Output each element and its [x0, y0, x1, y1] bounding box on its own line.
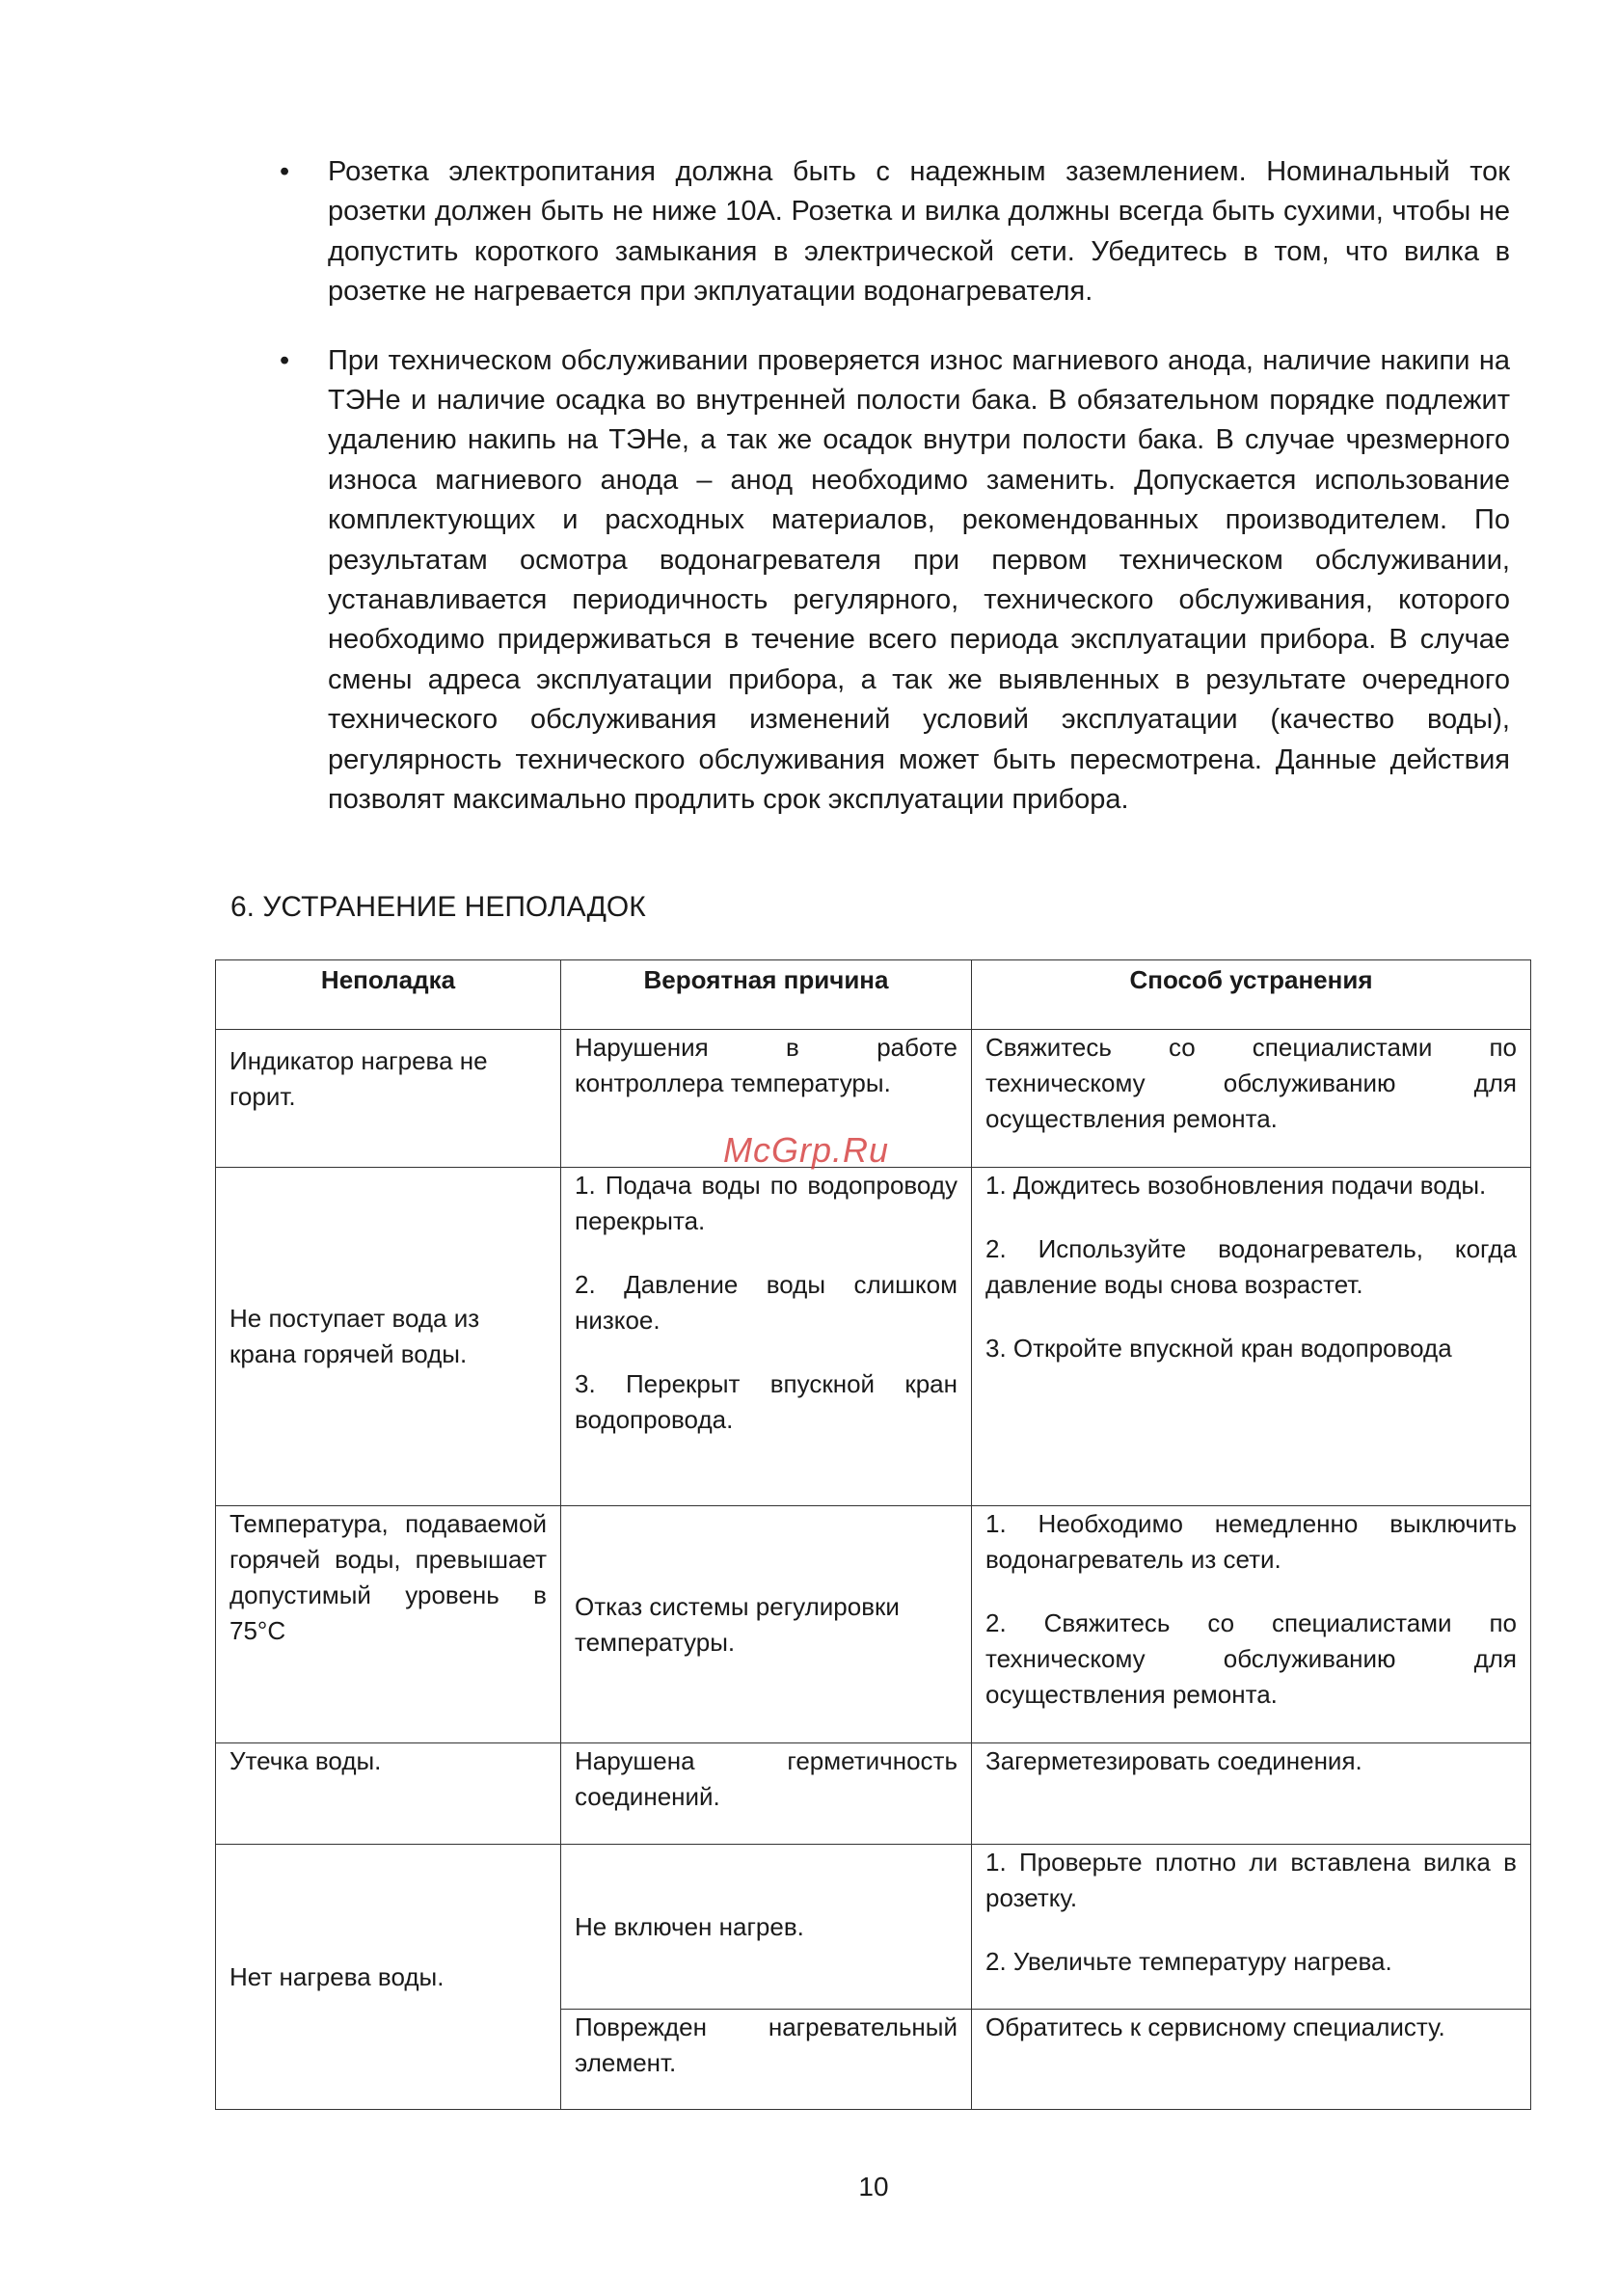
- bullet-text: При техническом обслуживании проверяется износ магниевого анода, наличие накипи на ТЭНе и наличие осадка во внутренней полости бака. В обязательном порядке подлежит удалению накипь на ТЭНе, а так же осадок внутри полости бака. В случае чрезмерного износа магниевого анода – анод необходимо заменить. Допускается использование комплектующих и расходных материалов, рекомендованных производителем. По результатам осмотра водонагревателя при первом техническом обслуживании, устанавливается периодичность регулярного, технического обслуживания, которого необходимо придерживаться в течение всего периода эксплуатации прибора. В случае смены адреса эксплуатации прибора, а так же выявленных в результате очередного технического обслуживания изменений условий эксплуатации (качество воды), регулярность технического обслуживания может быть пересмотрена. Данные действия позволят максимально продлить срок эксплуатации прибора.: [328, 344, 1510, 816]
- cause-cell: [561, 1506, 972, 1743]
- cause-text: Нарушена герметичность соединений.: [575, 1746, 957, 1811]
- page-number: 10: [858, 2172, 889, 2201]
- remedy-cell: [972, 1030, 1531, 1168]
- table-row: [216, 1506, 1531, 1743]
- remedy-text: Свяжитесь со специалистами по техническому обслуживанию для осуществления ремонта.: [985, 1033, 1517, 1133]
- remedy-text: 2. Увеличьте температуру нагрева.: [985, 1947, 1392, 1976]
- cause-cell: [561, 1168, 972, 1506]
- bullet-icon: •: [280, 344, 290, 376]
- remedy-text: 1. Дождитесь возобновления подачи воды.: [985, 1171, 1487, 1200]
- remedy-cell: [972, 2010, 1531, 2110]
- remedy-text: Обратитесь к сервисному специалисту.: [985, 2012, 1445, 2041]
- table-header-row: [216, 960, 1531, 1030]
- cause-text: 3. Перекрыт впускной кран водопровода.: [575, 1369, 957, 1434]
- table-row: [216, 1845, 1531, 2010]
- bullet-list: [280, 152, 1510, 850]
- fault-text: Нет нагрева воды.: [229, 1961, 445, 1991]
- cause-text: Отказ системы регулировки температуры.: [575, 1591, 900, 1657]
- fault-text: Утечка воды.: [229, 1746, 382, 1775]
- fault-text: Температура, подаваемой горячей воды, превышает допустимый уровень в 75°С: [229, 1509, 547, 1645]
- table-row: [216, 1168, 1531, 1506]
- remedy-text: Загерметезировать соединения.: [985, 1746, 1362, 1775]
- fault-text: Индикатор нагрева не горит.: [229, 1046, 488, 1111]
- cause-cell: [561, 1743, 972, 1845]
- fault-cell: [216, 1030, 561, 1168]
- remedy-cell: [972, 1845, 1531, 2010]
- cause-text: Поврежден нагревательный элемент.: [575, 2012, 957, 2077]
- bullet-item-grounding: [280, 152, 1510, 312]
- remedy-text: 1. Необходимо немедленно выключить водонагреватель из сети.: [985, 1509, 1517, 1574]
- cause-text: 1. Подача воды по водопроводу перекрыта.: [575, 1171, 957, 1235]
- cause-text: Нарушения в работе контроллера температуры.: [575, 1033, 957, 1097]
- fault-cell: [216, 1743, 561, 1845]
- cause-cell: [561, 1845, 972, 2010]
- cause-cell: [561, 2010, 972, 2110]
- fault-cell: [216, 1845, 561, 2110]
- remedy-cell: [972, 1506, 1531, 1743]
- remedy-text: 1. Проверьте плотно ли вставлена вилка в розетку.: [985, 1848, 1517, 1912]
- cause-text: 2. Давление воды слишком низкое.: [575, 1270, 957, 1335]
- watermark: McGrp.Ru: [723, 1130, 890, 1170]
- remedy-cell: [972, 1168, 1531, 1506]
- remedy-cell: [972, 1743, 1531, 1845]
- bullet-icon: •: [280, 156, 290, 187]
- header-fault: Неполадка: [216, 960, 561, 1030]
- header-cause: Вероятная причина: [561, 960, 972, 1030]
- bullet-text: Розетка электропитания должна быть с надежным заземлением. Номинальный ток розетки должен быть не ниже 10А. Розетка и вилка должны всегда быть сухими, чтобы не допустить короткого замыкания в электрической сети. Убедитесь в том, что вилка в розетке не нагревается при экплуатации водонагревателя.: [328, 156, 1510, 308]
- header-remedy: Способ устранения: [972, 960, 1531, 1030]
- cause-text: Не включен нагрев.: [575, 1911, 804, 1941]
- section-heading: 6. УСТРАНЕНИЕ НЕПОЛАДОК: [230, 891, 646, 923]
- fault-cell: [216, 1168, 561, 1506]
- remedy-text: 2. Свяжитесь со специалистами по техническому обслуживанию для осуществления ремонта.: [985, 1608, 1517, 1709]
- bullet-item-maintenance: [280, 341, 1510, 821]
- table-row: [216, 1743, 1531, 1845]
- fault-text: Не поступает вода из крана горячей воды.: [229, 1304, 480, 1368]
- remedy-text: 2. Используйте водонагреватель, когда давление воды снова возрастет.: [985, 1234, 1517, 1299]
- fault-cell: [216, 1506, 561, 1743]
- remedy-text: 3. Откройте впускной кран водопровода: [985, 1334, 1452, 1363]
